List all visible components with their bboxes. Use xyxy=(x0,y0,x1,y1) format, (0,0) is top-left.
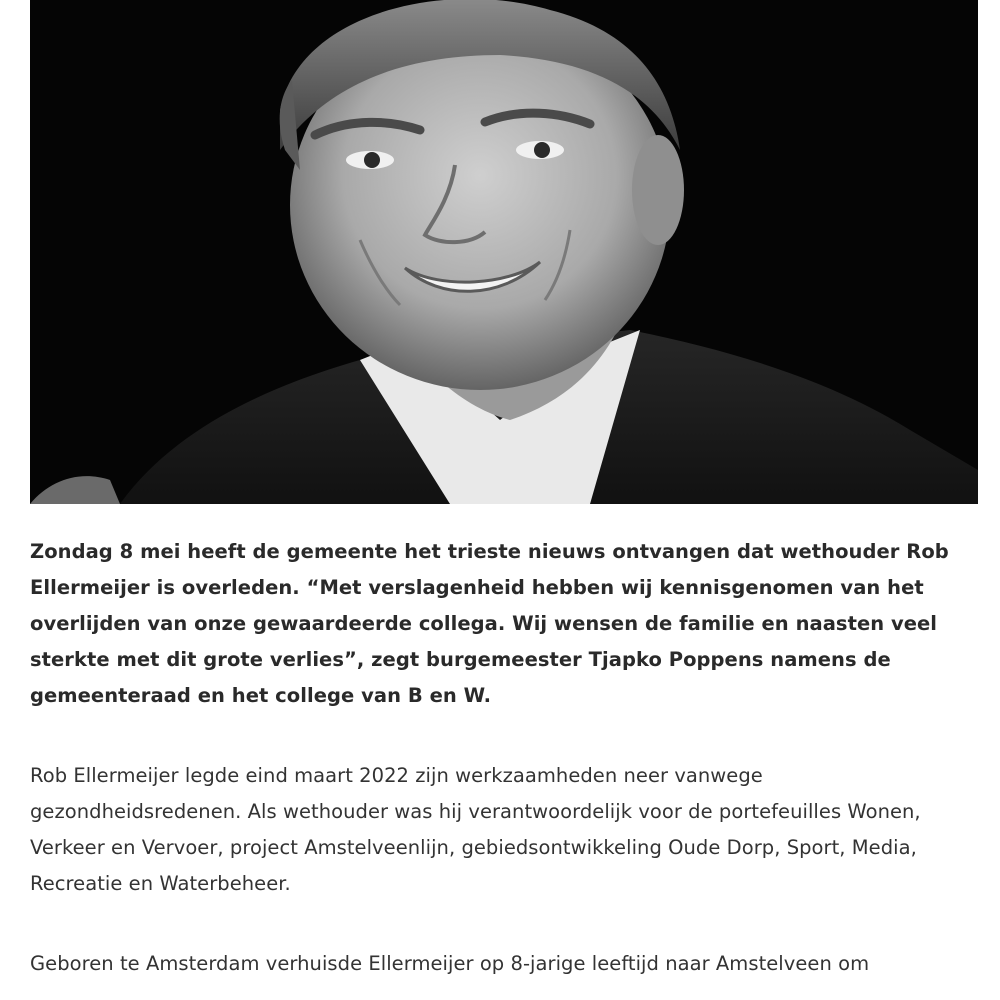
article-body xyxy=(30,534,980,982)
portrait-illustration xyxy=(30,0,978,504)
portrait-photo xyxy=(30,0,978,504)
article-paragraph: Rob Ellermeijer legde eind maart 2022 zijn werkzaamheden neer vanwege gezondheidsredenen. Als wethouder was hij verantwoordelijk voor de portefeuilles Wonen, Verkeer en Vervoer, project Amstelveenlijn, gebiedsontwikkeling Oude Dorp, Sport, Media, Recreatie en Waterbeheer. xyxy=(30,764,921,895)
article-lead: Zondag 8 mei heeft de gemeente het trieste nieuws ontvangen dat wethouder Rob Ellermeijer is overleden. “Met verslagenheid hebben wij kennisgenomen van het overlijden van onze gewaardeerde collega. Wij wensen de familie en naasten veel sterkte met dit grote verlies”, zegt burgemeester Tjapko Poppens namens de gemeenteraad en het college van B en W. xyxy=(30,540,949,707)
article-paragraph: Geboren te Amsterdam verhuisde Ellermeijer op 8-jarige leeftijd naar Amstelveen om xyxy=(30,952,870,975)
